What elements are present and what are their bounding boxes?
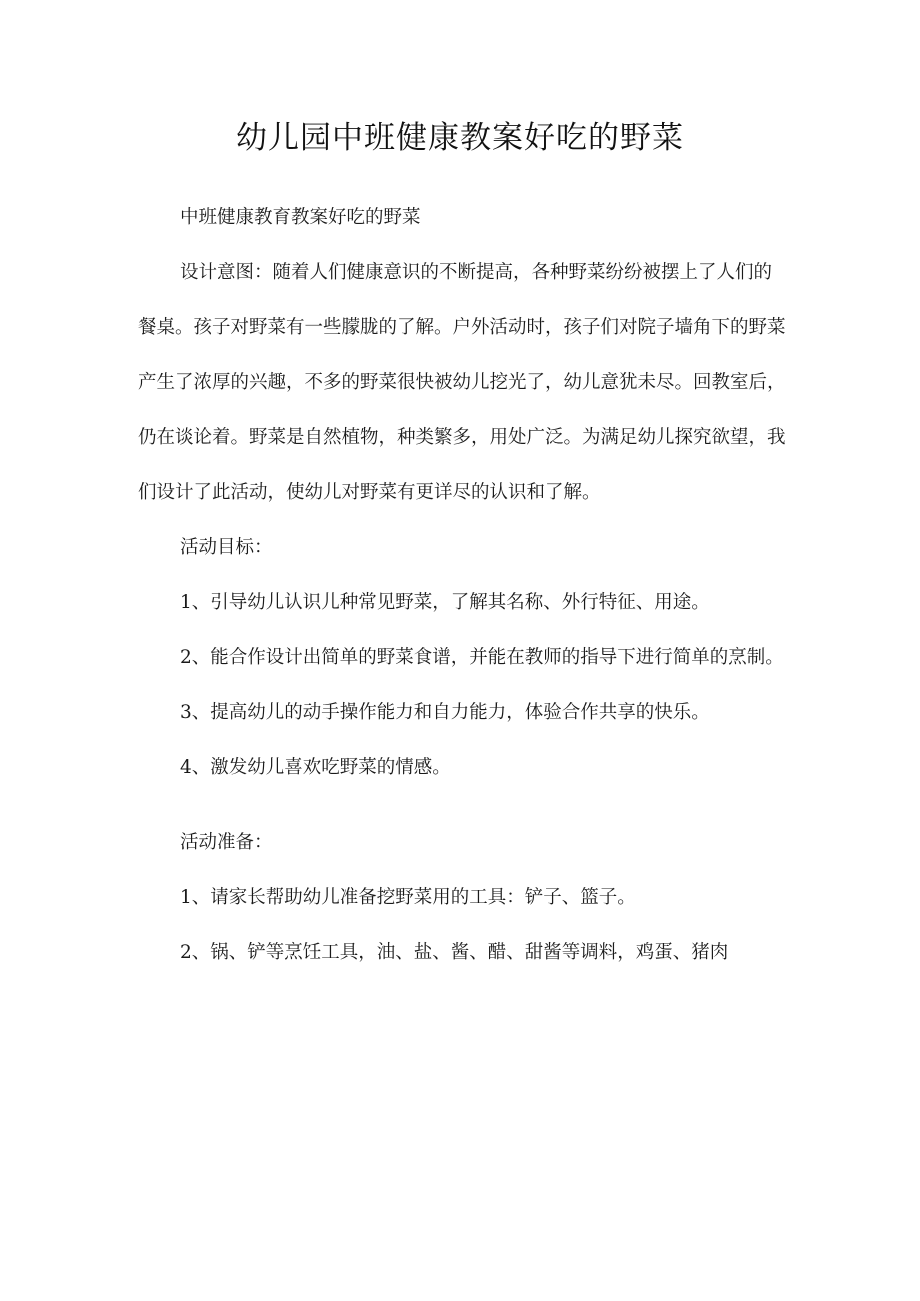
section-heading-goals: 活动目标： <box>180 537 273 558</box>
goal-item-3: 3、提高幼儿的动手操作能力和自力能力，体验合作共享的快乐。 <box>180 702 710 723</box>
goal-item-2: 2、能合作设计出简单的野菜食谱，并能在教师的指导下进行简单的烹制。 <box>180 647 784 668</box>
goal-item-4: 4、激发幼儿喜欢吃野菜的情感。 <box>180 757 451 778</box>
section-heading-preparation: 活动准备： <box>180 832 273 853</box>
document-body <box>138 190 790 980</box>
subtitle-paragraph: 中班健康教育教案好吃的野菜 <box>180 207 421 228</box>
design-intent-paragraph: 设计意图：随着人们健康意识的不断提高，各种野菜纷纷被摆上了人们的餐桌。孩子对野菜有一些朦胧的了解。户外活动时，孩子们对院子墙角下的野菜产生了浓厚的兴趣，不多的野菜很快被幼儿挖光了，幼儿意犹未尽。回教室后，仍在谈论着。野菜是自然植物，种类繁多，用处广泛。为满足幼儿探究欲望，我们设计了此活动，使幼儿对野菜有更详尽的认识和了解。 <box>138 262 786 503</box>
preparation-item-1: 1、请家长帮助幼儿准备挖野菜用的工具：铲子、篮子。 <box>180 887 636 908</box>
document-title: 幼儿园中班健康教案好吃的野菜 <box>236 120 684 156</box>
section-spacer <box>138 795 790 815</box>
goal-item-1: 1、引导幼儿认识儿种常见野菜，了解其名称、外行特征、用途。 <box>180 592 710 613</box>
preparation-item-2: 2、锅、铲等烹饪工具，油、盐、酱、醋、甜酱等调料，鸡蛋、猪肉 <box>180 942 729 963</box>
